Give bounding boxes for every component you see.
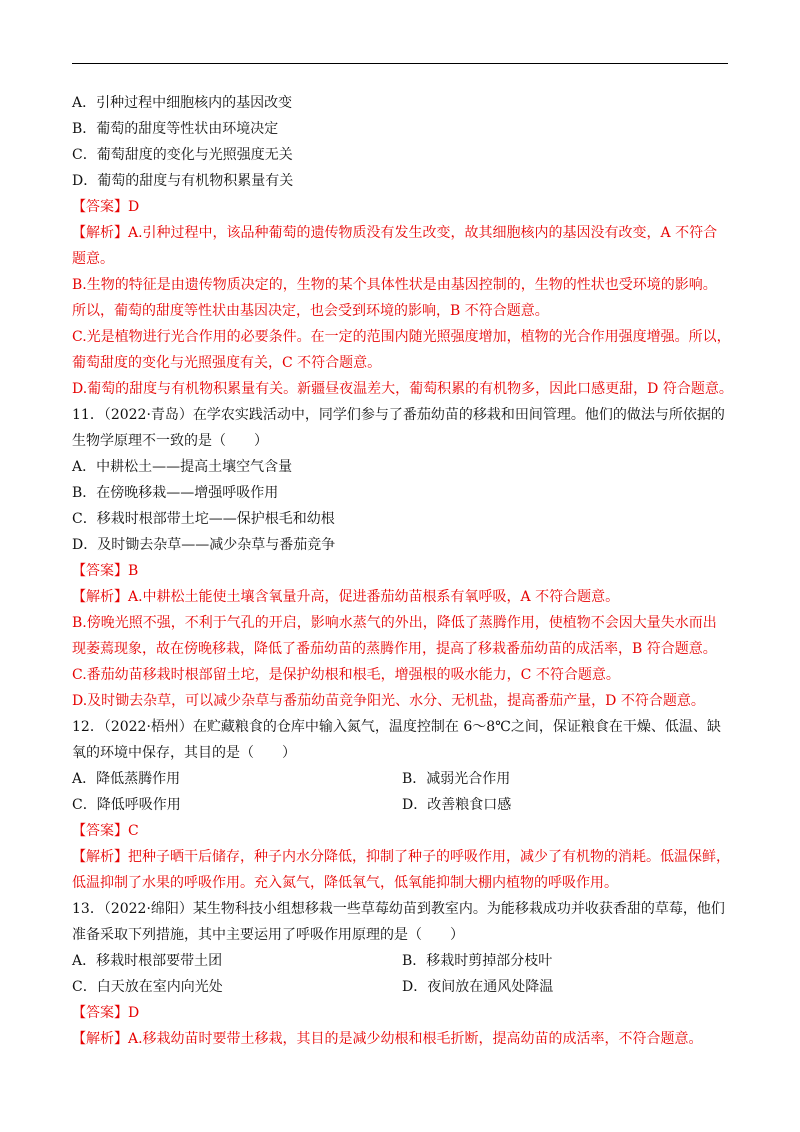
question-stem: 准备采取下列措施，其中主要运用了呼吸作用原理的是（ ） <box>72 927 464 943</box>
option-d: D．葡萄的甜度与有机物积累量有关 <box>72 173 294 189</box>
analysis-line: 现萎蔫现象，故在傍晚移栽，降低了番茄幼苗的蒸腾作用，提高了移栽番茄幼苗的成活率，B 符合题意。 <box>72 641 717 657</box>
question-11 <box>72 402 728 714</box>
question-stem: 13．（2022·绵阳）某生物科技小组想移栽一些草莓幼苗到教室内。为能移栽成功并收获香甜的草莓，他们 <box>72 901 725 917</box>
option-c: C．降低呼吸作用 <box>72 797 181 813</box>
analysis-line: 题意。 <box>72 251 114 267</box>
document-body <box>72 90 733 1052</box>
option-a: A．中耕松土——提高土壤空气含量 <box>72 459 293 475</box>
analysis-line: B.生物的特征是由遗传物质决定的，生物的某个具体性状是由基因控制的，生物的性状也受环境的影响。 <box>72 277 717 293</box>
option-a: A．移栽时根部要带土团 <box>72 953 223 969</box>
answer-label: 【答案】B <box>72 563 139 579</box>
option-b: B．减弱光合作用 <box>402 771 511 787</box>
option-a: A．降低蒸腾作用 <box>72 771 181 787</box>
analysis-line: 所以，葡萄的甜度等性状由基因决定，也会受到环境的影响，B 不符合题意。 <box>72 303 549 319</box>
analysis-line: B.傍晚光照不强，不利于气孔的开启，影响水蒸气的外出，降低了蒸腾作用，使植物不会因大量失水而出 <box>72 615 717 631</box>
options-grid <box>72 948 728 1000</box>
options-grid <box>72 766 728 818</box>
option-c: C．移栽时根部带土坨——保护根毛和幼根 <box>72 511 335 527</box>
option-c: C．白天放在室内向光处 <box>72 979 223 995</box>
answer-label: 【答案】D <box>72 1005 140 1021</box>
option-d: D．夜间放在通风处降温 <box>402 979 554 995</box>
option-d: D．及时锄去杂草——减少杂草与番茄竞争 <box>72 537 336 553</box>
analysis-line: 低温抑制了水果的呼吸作用。充入氮气，降低氧气，低氧能抑制大棚内植物的呼吸作用。 <box>72 875 618 891</box>
header-rule <box>72 63 728 64</box>
analysis-line: D.及时锄去杂草，可以减少杂草与番茄幼苗竞争阳光、水分、无机盐，提高番茄产量，D 不符合题意。 <box>72 693 705 709</box>
question-stem: 生物学原理不一致的是（ ） <box>72 433 268 449</box>
question-13 <box>72 896 728 1052</box>
analysis-line: C.番茄幼苗移栽时根部留土坨，是保护幼根和根毛，增强根的吸水能力，C 不符合题意。 <box>72 667 620 683</box>
option-b: B．在傍晚移栽——增强呼吸作用 <box>72 485 279 501</box>
question-12 <box>72 714 728 896</box>
question-stem: 12．（2022·梧州）在贮藏粮食的仓库中输入氮气，温度控制在 6～8℃之间，保证粮食在干燥、低温、缺 <box>72 719 721 735</box>
analysis-line: 【解析】A.移栽幼苗时要带土移栽，其目的是减少幼根和根毛折断，提高幼苗的成活率，不符合题意。 <box>72 1031 703 1047</box>
option-d: D．改善粮食口感 <box>402 797 512 813</box>
question-10 <box>72 90 733 402</box>
question-stem: 11．（2022·青岛）在学农实践活动中，同学们参与了番茄幼苗的移栽和田间管理。他们的做法与所依据的 <box>72 407 725 423</box>
answer-label: 【答案】C <box>72 823 139 839</box>
question-stem: 氧的环境中保存，其目的是（ ） <box>72 745 296 761</box>
analysis-line: 【解析】A.引种过程中，该品种葡萄的遗传物质没有发生改变，故其细胞核内的基因没有改变，A 不符合 <box>72 225 718 241</box>
answer-label: 【答案】D <box>72 199 140 215</box>
option-a: A．引种过程中细胞核内的基因改变 <box>72 95 293 111</box>
option-b: B．葡萄的甜度等性状由环境决定 <box>72 121 279 137</box>
analysis-line: 葡萄甜度的变化与光照强度有关，C 不符合题意。 <box>72 355 382 371</box>
analysis-line: C.光是植物进行光合作用的必要条件。在一定的范围内随光照强度增加，植物的光合作用强度增强。所以， <box>72 329 731 345</box>
analysis-line: 【解析】A.中耕松土能使土壤含氧量升高，促进番茄幼苗根系有氧呼吸，A 不符合题意。 <box>72 589 620 605</box>
analysis-line: 【解析】把种子晒干后储存，种子内水分降低，抑制了种子的呼吸作用，减少了有机物的消耗。低温保鲜， <box>72 849 730 865</box>
option-c: C．葡萄甜度的变化与光照强度无关 <box>72 147 293 163</box>
option-b: B．移栽时剪掉部分枝叶 <box>402 953 553 969</box>
analysis-line: D.葡萄的甜度与有机物积累量有关。新疆昼夜温差大，葡萄积累的有机物多，因此口感更甜，D 符合题意。 <box>72 381 733 397</box>
